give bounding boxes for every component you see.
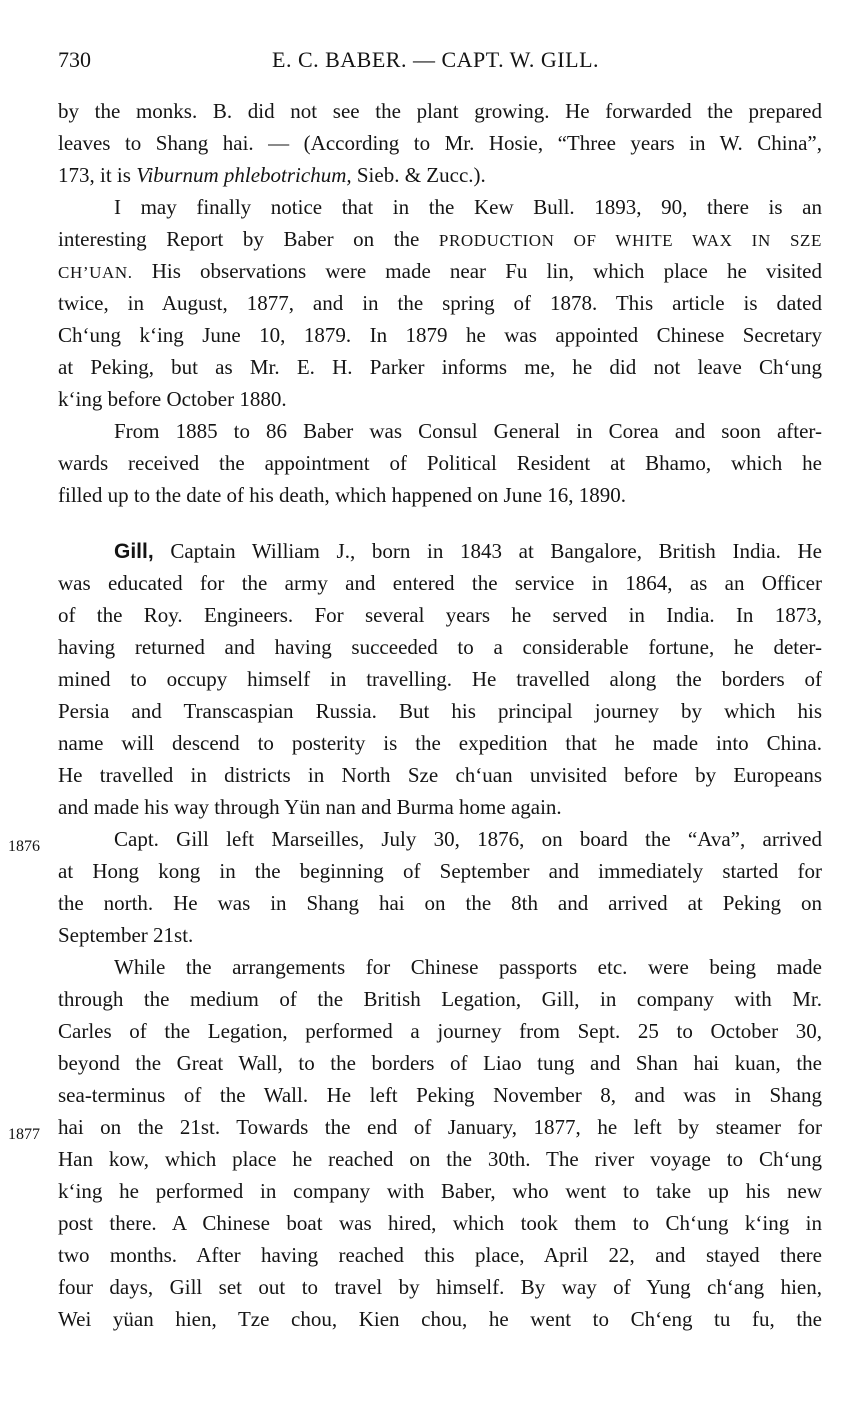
text-line: From 1885 to 86 Baber was Consul General in Corea and soon after- bbox=[114, 419, 822, 443]
text-line: was educated for the army and entered the service in 1864, as an Officer bbox=[58, 571, 822, 595]
text-line: kʻing he performed in company with Baber, who went to take up his new bbox=[58, 1179, 822, 1203]
text-line: of the Roy. Engineers. For several years he served in India. In 1873, bbox=[58, 603, 822, 627]
text-line: two months. After having reached this place, April 22, and stayed there bbox=[58, 1243, 822, 1267]
body-text bbox=[58, 95, 822, 1335]
text-line: Chʻung kʻing June 10, 1879. In 1879 he was appointed Chinese Secretary bbox=[58, 323, 822, 347]
text-line: the north. He was in Shang hai on the 8th and arrived at Peking on bbox=[58, 891, 822, 915]
text-line: through the medium of the British Legation, Gill, in company with Mr. bbox=[58, 987, 822, 1011]
text-line: Han kow, which place he reached on the 30th. The river voyage to Chʻung bbox=[58, 1147, 822, 1171]
entry-gap bbox=[58, 511, 822, 535]
text-line: name will descend to posterity is the expedition that he made into China. bbox=[58, 731, 822, 755]
margin-year-1876: 1876 bbox=[8, 838, 40, 855]
text-line: Capt. Gill left Marseilles, July 30, 1876, on board the “Ava”, arrived bbox=[114, 827, 822, 851]
text-line: at Hong kong in the beginning of September and immediately started for bbox=[58, 859, 822, 883]
text-line: Persia and Transcaspian Russia. But his principal journey by which his bbox=[58, 699, 822, 723]
text-line: filled up to the date of his death, which happened on June 16, 1890. bbox=[58, 483, 627, 507]
text-line: having returned and having succeeded to a considerable fortune, he deter- bbox=[58, 635, 822, 659]
text-line: post there. A Chinese boat was hired, which took them to Chʻung kʻing in bbox=[58, 1211, 822, 1235]
running-header bbox=[58, 44, 822, 76]
margin-year-1877: 1877 bbox=[8, 1126, 40, 1143]
text-line: Wei yüan hien, Tze chou, Kien chou, he went to Chʻeng tu fu, the bbox=[58, 1307, 822, 1331]
text-line: at Peking, but as Mr. E. H. Parker informs me, he did not leave Chʻung bbox=[58, 355, 822, 379]
text-line: wards received the appointment of Political Resident at Bhamo, which he bbox=[58, 451, 822, 475]
text-line: by the monks. B. did not see the plant growing. He forwarded the prepared bbox=[58, 99, 822, 123]
text-line-gill-entry: Gill, Captain William J., born in 1843 at Bangalore, British India. He bbox=[114, 539, 822, 563]
text-line: kʻing before October 1880. bbox=[58, 387, 287, 411]
text-line: four days, Gill set out to travel by himself. By way of Yung chʻang hien, bbox=[58, 1275, 822, 1299]
text-line: 173, it is Viburnum phlebotrichum, Sieb. & Zucc.). bbox=[58, 163, 486, 187]
text-line: September 21st. bbox=[58, 923, 194, 947]
page-number: 730 bbox=[58, 47, 91, 72]
text-line: twice, in August, 1877, and in the spring of 1878. This article is dated bbox=[58, 291, 822, 315]
text-line: I may finally notice that in the Kew Bull. 1893, 90, there is an bbox=[114, 195, 822, 219]
running-title: E. C. BABER. — CAPT. W. GILL. bbox=[272, 47, 600, 72]
text-line: Carles of the Legation, performed a journey from Sept. 25 to October 30, bbox=[58, 1019, 822, 1043]
text-line: sea-terminus of the Wall. He left Peking November 8, and was in Shang bbox=[58, 1083, 822, 1107]
text-line: He travelled in districts in North Sze chʻuan unvisited before by Europeans bbox=[58, 763, 822, 787]
text-line: mined to occupy himself in travelling. He travelled along the borders of bbox=[58, 667, 822, 691]
text-line: interesting Report by Baber on the PRODUCTION OF WHITE WAX IN SZE bbox=[58, 227, 822, 251]
text-line: While the arrangements for Chinese passports etc. were being made bbox=[114, 955, 822, 979]
text-line: beyond the Great Wall, to the borders of Liao tung and Shan hai kuan, the bbox=[58, 1051, 822, 1075]
text-line: leaves to Shang hai. — (According to Mr. Hosie, “Three years in W. China”, bbox=[58, 131, 822, 155]
text-line: and made his way through Yün nan and Burma home again. bbox=[58, 795, 562, 819]
text-line: CH’UAN. His observations were made near Fu lin, which place he visited bbox=[58, 259, 822, 283]
text-line: hai on the 21st. Towards the end of January, 1877, he left by steamer for bbox=[58, 1115, 822, 1139]
